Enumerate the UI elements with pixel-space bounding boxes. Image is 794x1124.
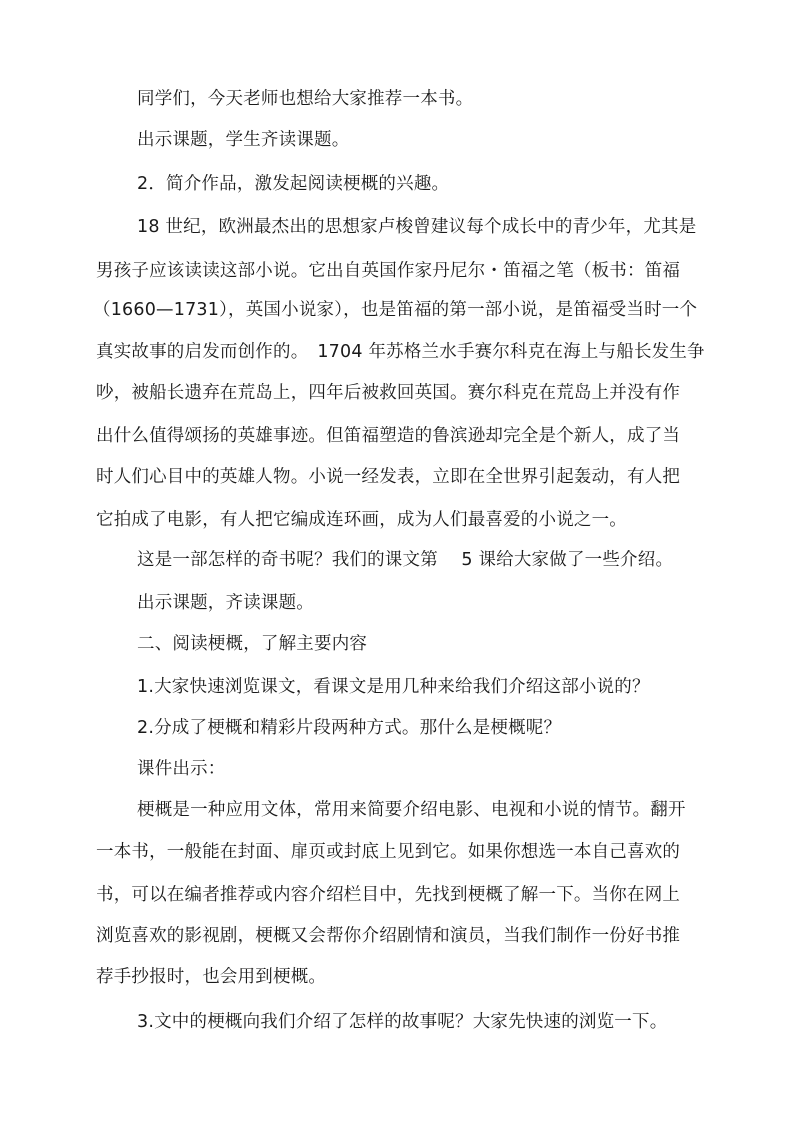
paragraph-line: 1.大家快速浏览课文，看课文是用几种来给我们介绍这部小说的？ (137, 677, 650, 697)
paragraph-line: 出什么值得颂扬的英雄事迹。但笛福塑造的鲁滨逊却完全是个新人，成了当 (96, 426, 681, 446)
paragraph-line: 3.文中的梗概向我们介绍了怎样的故事呢？大家先快速的浏览一下。 (137, 1012, 668, 1032)
paragraph-line: 这是一部怎样的奇书呢？我们的课文第 5 课给大家做了一些介绍。 (137, 550, 674, 570)
paragraph-line: 荐手抄报时，也会用到梗概。 (96, 967, 327, 987)
paragraph-line: 出示课题，齐读课题。 (137, 593, 314, 613)
paragraph-line: 它拍成了电影，有人把它编成连环画，成为人们最喜爱的小说之一。 (96, 510, 627, 530)
paragraph-line: 课件出示： (137, 759, 226, 779)
section-heading: 二、阅读梗概，了解主要内容 (137, 634, 368, 654)
section-heading: 2．简介作品，激发起阅读梗概的兴趣。 (137, 174, 450, 194)
paragraph-line: （1660—1731），英国小说家），也是笛福的第一部小说，是笛福受当时一个 (93, 300, 698, 320)
paragraph-line: 真实故事的启发而创作的。 1704 年苏格兰水手赛尔科克在海上与船长发生争 (96, 342, 705, 362)
paragraph-line: 18 世纪，欧洲最杰出的思想家卢梭曾建议每个成长中的青少年，尤其是 (137, 217, 697, 237)
paragraph-line: 出示课题，学生齐读课题。 (137, 130, 350, 150)
paragraph-line: 男孩子应该读读这部小说。它出自英国作家丹尼尔・笛福之笔（板书：笛福 (96, 261, 681, 281)
paragraph-line: 吵，被船长遗弃在荒岛上，四年后被救回英国。赛尔科克在荒岛上并没有作 (96, 383, 681, 403)
paragraph-line: 2.分成了梗概和精彩片段两种方式。那什么是梗概呢？ (137, 718, 562, 738)
paragraph-line: 书，可以在编者推荐或内容介绍栏目中，先找到梗概了解一下。当你在网上 (96, 885, 681, 905)
paragraph-line: 浏览喜欢的影视剧，梗概又会帮你介绍剧情和演员，当我们制作一份好书推 (96, 926, 681, 946)
paragraph-line: 一本书，一般能在封面、扉页或封底上见到它。如果你想选一本自己喜欢的 (96, 842, 681, 862)
paragraph-line: 时人们心目中的英雄人物。小说一经发表，立即在全世界引起轰动，有人把 (96, 467, 681, 487)
paragraph-line: 同学们，今天老师也想给大家推荐一本书。 (137, 89, 474, 109)
paragraph-line: 梗概是一种应用文体，常用来简要介绍电影、电视和小说的情节。翻开 (137, 800, 686, 820)
